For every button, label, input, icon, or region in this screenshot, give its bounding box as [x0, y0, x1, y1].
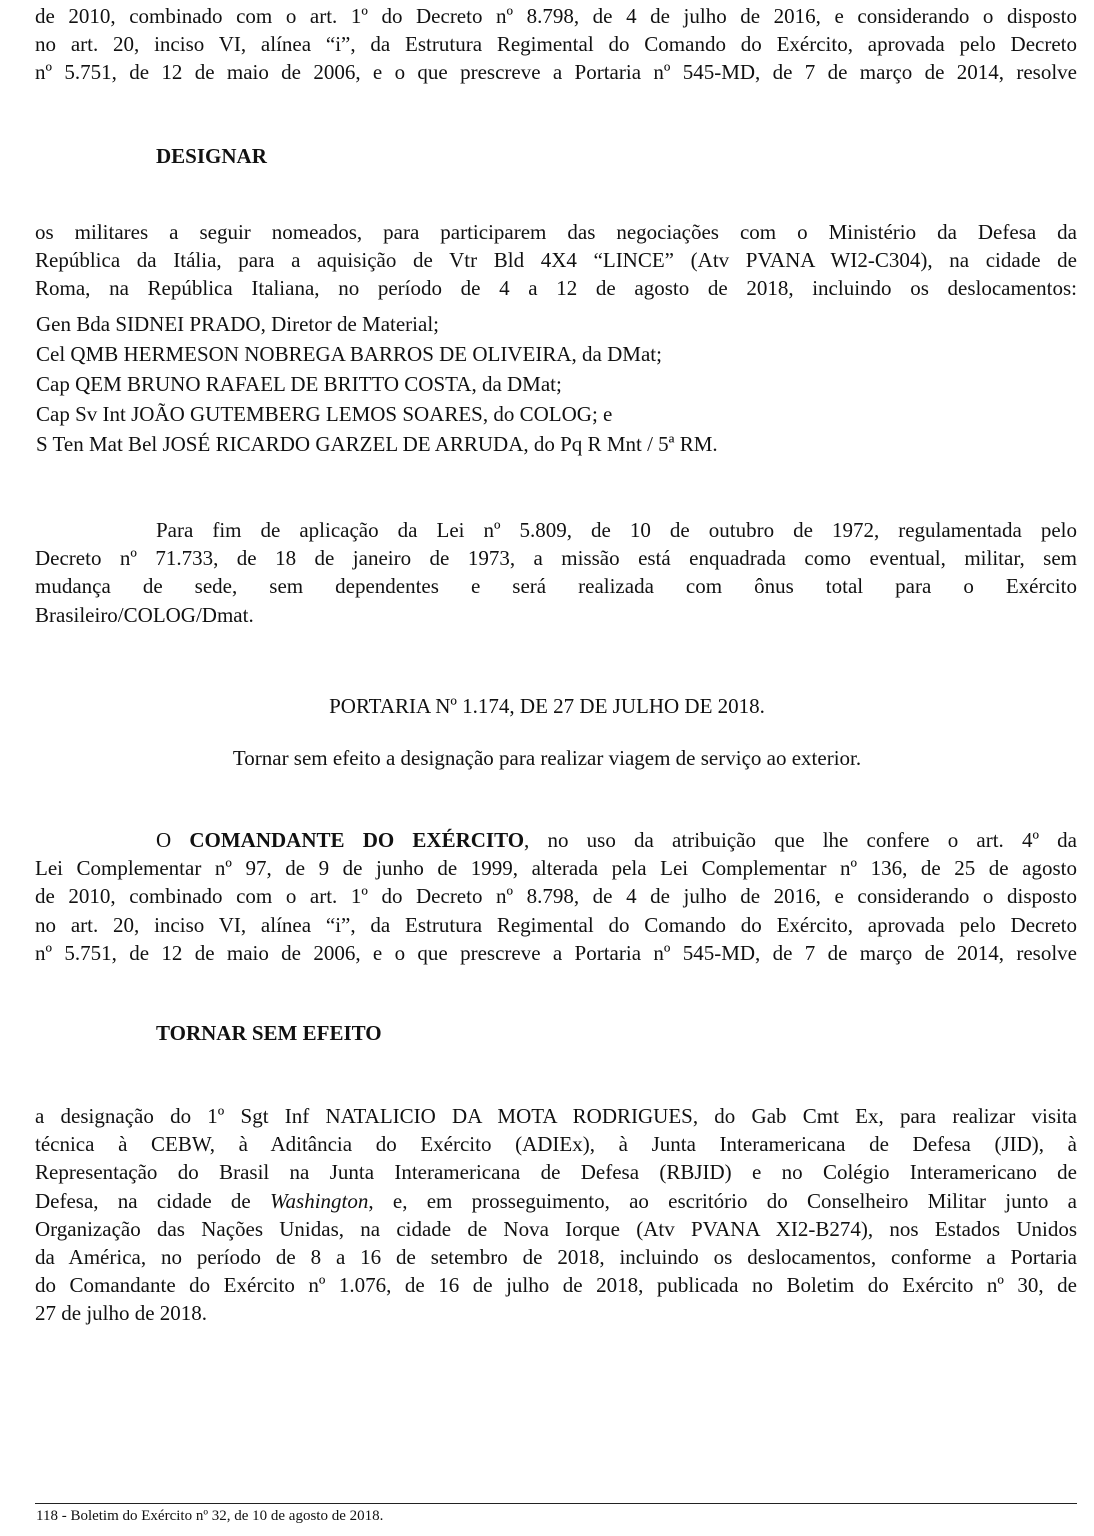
paragraph-line: Lei Complementar nº 97, de 9 de junho de 1999, alterada pela Lei Complementar nº 136, de 25 de agosto — [35, 856, 1077, 881]
commander-paragraph — [35, 826, 1077, 967]
city-washington: Washington — [269, 1188, 369, 1213]
designar-heading: DESIGNAR — [156, 144, 267, 168]
paragraph-line — [35, 1187, 1077, 1215]
list-item: Cap QEM BRUNO RAFAEL DE BRITTO COSTA, da DMat; — [36, 372, 562, 396]
paragraph-line — [35, 826, 1077, 854]
list-item: S Ten Mat Bel JOSÉ RICARDO GARZEL DE ARRUDA, do Pq R Mnt / 5ª RM. — [36, 432, 718, 456]
tornar-sem-efeito-heading: TORNAR SEM EFEITO — [156, 1021, 382, 1045]
paragraph-line: nº 5.751, de 12 de maio de 2006, e o que prescreve a Portaria nº 545-MD, de 7 de março de 2014, resolve — [35, 60, 1077, 85]
designation-paragraph — [35, 218, 1077, 303]
paragraph-line: técnica à CEBW, à Aditância do Exército (ADIEx), à Junta Interamericana de Defesa (JID), à — [35, 1132, 1077, 1157]
paragraph-line: da América, no período de 8 a 16 de setembro de 2018, incluindo os deslocamentos, conforme a Portaria — [35, 1245, 1077, 1270]
law-paragraph — [35, 516, 1077, 629]
paragraph-line: no art. 20, inciso VI, alínea “i”, da Estrutura Regimental do Comando do Exército, aprovada pelo Decreto — [35, 912, 1077, 937]
paragraph-line: a designação do 1º Sgt Inf NATALICIO DA MOTA RODRIGUES, do Gab Cmt Ex, para realizar visita — [35, 1104, 1077, 1128]
paragraph-line: mudança de sede, sem dependentes e será realizada com ônus total para o Exército — [35, 574, 1077, 599]
line-start: Defesa, na cidade de — [35, 1188, 270, 1213]
page-footer: 118 - Boletim do Exército nº 32, de 10 de agosto de 2018. — [36, 1508, 384, 1524]
paragraph-line: 27 de julho de 2018. — [35, 1301, 208, 1326]
footer-divider — [35, 1503, 1077, 1504]
list-item: Cap Sv Int JOÃO GUTEMBERG LEMOS SOARES, do COLOG; e — [36, 402, 613, 426]
list-item: Gen Bda SIDNEI PRADO, Diretor de Material; — [36, 312, 439, 336]
portaria-summary: Tornar sem efeito a designação para realizar viagem de serviço ao exterior. — [232, 746, 862, 770]
first-line-rest: , no uso da atribuição que lhe confere o art. 4º da — [524, 828, 1077, 852]
paragraph-line: do Comandante do Exército nº 1.076, de 16 de julho de 2018, publicada no Boletim do Exército nº 30, de — [35, 1273, 1077, 1298]
top-paragraph — [35, 2, 1077, 87]
paragraph-line: de 2010, combinado com o art. 1º do Decreto nº 8.798, de 4 de julho de 2016, e considerando o disposto — [35, 4, 1077, 28]
paragraph-line: Brasileiro/COLOG/Dmat. — [35, 602, 254, 627]
paragraph-line: Para fim de aplicação da Lei nº 5.809, de 10 de outubro de 1972, regulamentada pelo — [156, 518, 1077, 542]
paragraph-line: Organização das Nações Unidas, na cidade de Nova Iorque (Atv PVANA XI2-B274), nos Estados Unidos — [35, 1216, 1077, 1241]
line-end: , e, em prosseguimento, ao escritório do Conselheiro Militar junto a — [368, 1188, 1077, 1213]
paragraph-line: Roma, na República Italiana, no período de 4 a 12 de agosto de 2018, incluindo os deslocamentos: — [35, 276, 1077, 301]
paragraph-line: Representação do Brasil na Junta Interamericana de Defesa (RBJID) e no Colégio Interamericano de — [35, 1160, 1077, 1185]
commander-title: COMANDANTE DO EXÉRCITO — [189, 828, 525, 852]
paragraph-line: no art. 20, inciso VI, alínea “i”, da Estrutura Regimental do Comando do Exército, aprovada pelo Decreto — [35, 32, 1077, 57]
portaria-title: PORTARIA Nº 1.174, DE 27 DE JULHO DE 2018. — [329, 694, 765, 718]
paragraph-line: os militares a seguir nomeados, para participarem das negociações com o Ministério da Defesa da — [35, 220, 1077, 244]
paragraph-line: República da Itália, para a aquisição de Vtr Bld 4X4 “LINCE” (Atv PVANA WI2-C304), na cidade de — [35, 248, 1077, 273]
designated-names-list — [36, 309, 718, 459]
paragraph-line: de 2010, combinado com o art. 1º do Decreto nº 8.798, de 4 de julho de 2016, e considerando o disposto — [35, 884, 1077, 909]
annul-paragraph — [35, 1102, 1077, 1328]
lead-text: O — [156, 828, 190, 852]
paragraph-line: nº 5.751, de 12 de maio de 2006, e o que prescreve a Portaria nº 545-MD, de 7 de março de 2014, resolve — [35, 940, 1077, 965]
paragraph-line: Decreto nº 71.733, de 18 de janeiro de 1973, a missão está enquadrada como eventual, militar, sem — [35, 546, 1077, 571]
list-item: Cel QMB HERMESON NOBREGA BARROS DE OLIVEIRA, da DMat; — [36, 342, 662, 366]
